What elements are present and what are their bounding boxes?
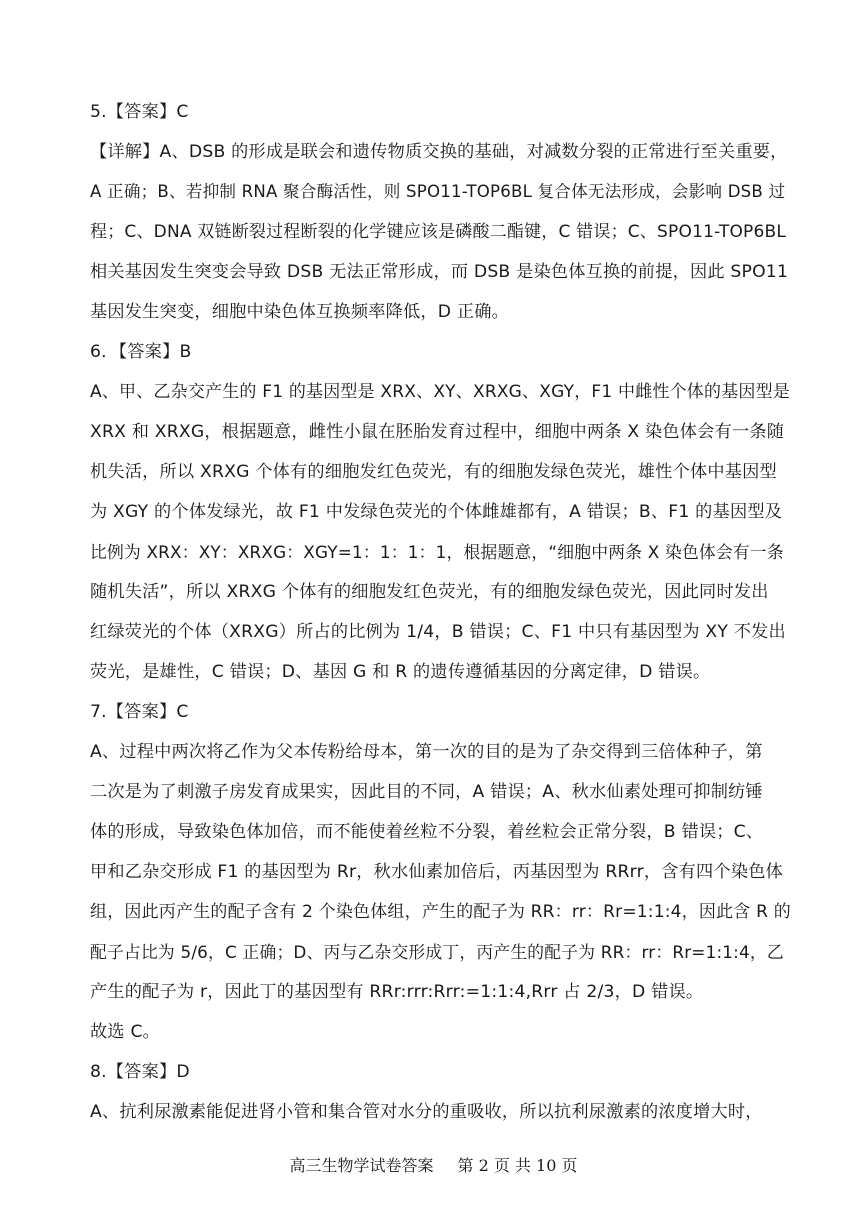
answer-8-heading: 8.【答案】D [90,1062,190,1082]
answer-7-heading: 7.【答案】C [90,702,189,722]
page-footer [0,1153,867,1176]
text-line: 故选 C。 [90,1022,161,1042]
text-line: 程；C、DNA 双链断裂过程断裂的化学键应该是磷酸二酯键，C 错误；C、SPO11-TOP6BL [90,222,787,242]
footer-page-number: 第 2 页 共 10 页 [457,1156,578,1175]
text-line: 体的形成，导致染色体加倍，而不能使着丝粒不分裂，着丝粒会正常分裂，B 错误；C、 [90,822,764,842]
text-line: XRX 和 XRXG，根据题意，雌性小鼠在胚胎发育过程中，细胞中两条 X 染色体会有一条随 [90,422,785,442]
text-line: A、过程中两次将乙作为父本传粉给母本，第一次的目的是为了杂交得到三倍体种子，第 [90,742,763,762]
text-line: 产生的配子为 r，因此丁的基因型有 RRr:rrr:Rrr:=1:1:4,Rrr 占 2/3，D 错误。 [90,982,704,1002]
text-line: 组，因此丙产生的配子含有 2 个染色体组，产生的配子为 RR：rr：Rr=1:1:4，因此含 R 的 [90,902,791,922]
text-line: 配子占比为 5/6，C 正确；D、丙与乙杂交形成丁，丙产生的配子为 RR：rr：Rr=1:1:4，乙 [90,942,784,962]
text-line: 相关基因发生突变会导致 DSB 无法正常形成，而 DSB 是染色体互换的前提，因此 SPO11 [90,262,789,282]
text-line: 随机失活”，所以 XRXG 个体有的细胞发红色荧光，有的细胞发绿色荧光，因此同时发出 [90,582,769,602]
text-line: A、甲、乙杂交产生的 F1 的基因型是 XRX、XY、XRXG、XGY，F1 中雌性个体的基因型是 [90,382,791,402]
text-line: A 正确；B、若抑制 RNA 聚合酶活性，则 SPO11-TOP6BL 复合体无法形成，会影响 DSB 过 [90,182,786,201]
answer-5-heading: 5.【答案】C [90,102,189,122]
text-line: 荧光，是雄性，C 错误；D、基因 G 和 R 的遗传遵循基因的分离定律，D 错误。 [90,662,711,682]
text-line: 甲和乙杂交形成 F1 的基因型为 Rr，秋水仙素加倍后，丙基因型为 RRrr，含有四个染色体 [90,862,783,882]
text-line: 二次是为了刺激子房发育成果实，因此目的不同，A 错误；A、秋水仙素处理可抑制纺锤 [90,782,763,802]
footer-title: 高三生物学试卷答案 [289,1156,434,1175]
text-line: 【详解】A、DSB 的形成是联会和遗传物质交换的基础，对减数分裂的正常进行至关重要， [90,142,788,162]
text-line: 为 XGY 的个体发绿光，故 F1 中发绿色荧光的个体雌雄都有，A 错误；B、F1 的基因型及 [90,502,783,522]
answer-6-heading: 6．【答案】B [90,342,192,362]
text-line: 机失活，所以 XRXG 个体有的细胞发红色荧光，有的细胞发绿色荧光，雄性个体中基因型 [90,462,777,482]
text-line: A、抗利尿激素能促进肾小管和集合管对水分的重吸收，所以抗利尿激素的浓度增大时， [90,1102,763,1122]
text-line: 红绿荧光的个体（XRXG）所占的比例为 1/4，B 错误；C、F1 中只有基因型为 XY 不发出 [90,622,786,642]
text-line: 基因发生突变，细胞中染色体互换频率降低，D 正确。 [90,302,510,322]
text-line: 比例为 XRX：XY：XRXG：XGY=1：1：1：1，根据题意，“细胞中两条 X 染色体会有一条 [90,542,784,562]
